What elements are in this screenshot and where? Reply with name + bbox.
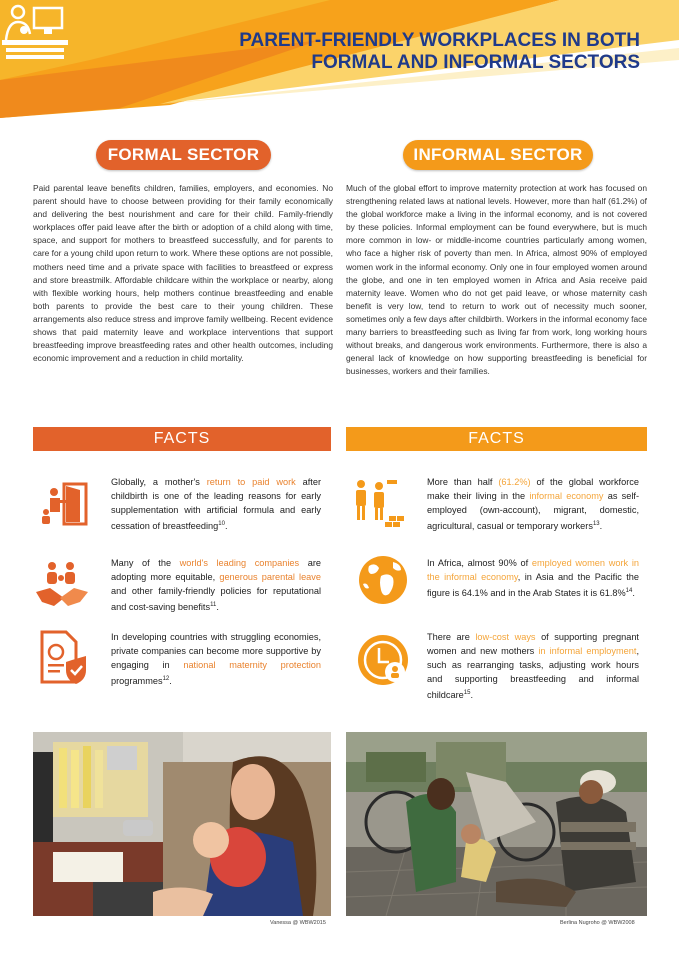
photo-informal-workers-street [346,732,647,916]
informal-sector-text: Much of the global effort to improve maternity protection at work has focused on strengthening related laws at national levels. However, more than half (61.2%) of the global workforce make a living in the informal economy, and is not covered by these policies. Informal employment can be found everywhere, but is much more common in low- or middle-income countries particularly among women, who face a higher risk of poverty than men. In Africa, almost 90% of employed women work in the informal economy. Only one in four employed women around the globe, and one in ten employed women in Africa and Asia receive paid maternity leave. Women who do not get paid leave, or whose maternity cash benefit is very low, tend to return to work out of necessity much sooner, sometimes only a few days after childbirth. Workers in the informal economy face many barriers to breastfeeding such as living far from work, long working hours without breaks, and dangerous work environments. Furthermore, there is also a general lack of knowledge on how supporting breastfeeding is beneficial for businesses, workers and their families. [346,183,647,377]
formal-sector-text: Paid parental leave benefits children, families, employers, and economies. No parent should have to choose between providing for their family economically and delivering the best nourishment and care for their child. Family-friendly workplaces offer paid leave after the birth or adoption of a child along with time, space, and support for mothers to breastfeed successfully, and for parents to care for a young child upon return to work. Where these options are not possible, mothers need time and a private space with facilities to breastfeed or express and store breastmilk. Affordable childcare within the workplace or nearby, along with flexible working hours, help mothers continue breastfeeding and enable both parents to provide the best care to their young children. These arrangements also reduce stress and improve family wellbeing. Recent evidence shows that paid maternity leave and workplace interventions that support breastfeeding improve breastfeeding rates and other health outcomes, including economic improvement and a reduction in child mortality. [33,183,333,364]
header-banner [0,0,679,118]
facts-heading-right: FACTS [346,427,647,451]
title-line-2: FORMAL AND INFORMAL SECTORS [311,52,640,73]
informal-workers-icon [351,476,407,532]
fact-left-3: In developing countries with struggling economies, private companies can become more supportive by engaging in national maternity protection programmes$^{12}$. [111,632,321,687]
photo-credit-left: Vanessa @ WBW2015 [270,920,326,926]
parent-at-desk-icon [0,0,72,62]
formal-sector-heading: FORMAL SECTOR [96,140,271,170]
photo-mother-breastfeeding-at-desk [33,732,331,916]
fact-right-2: In Africa, almost 90% of employed women work in the informal economy, in Asia and the Pacific the figure is 64.1% and in the Arab States it is 61.8%$^{14}$. [427,558,639,599]
fact-left-1: Globally, a mother's return to paid work after childbirth is one of the leading reasons for early supplementation with artificial formula and early cessation of breastfeeding$^{10}$. [111,477,321,532]
title-line-1: PARENT-FRIENDLY WORKPLACES IN BOTH [239,30,640,51]
photo-credit-right: Berlina Nugroho @ WBW2008 [560,920,635,926]
mother-leaving-door-icon [38,478,94,534]
fact-left-2: Many of the world's leading companies are adopting more equitable, generous parental leave and other family-friendly policies for reputational and cost-saving benefits$^{11}$. [111,558,321,613]
informal-sector-heading: INFORMAL SECTOR [403,140,593,170]
fact-right-3: There are low-cost ways of supporting pregnant women and new mothers in informal employment, such as rearranging tasks, adjusting work hours and supporting breastfeeding and informal childcare$^{15}$. [427,632,639,701]
clock-mother-baby-icon [355,632,411,688]
facts-heading-left: FACTS [33,427,331,451]
fact-right-1: More than half (61.2%) of the global workforce make their living in the informal economy as self-employed (own-account), migrant, domestic, agricultural, casual or temporary workers$^{13}$. [427,477,640,532]
family-handshake-icon [34,558,90,614]
maternity-protection-document-icon [36,630,92,686]
globe-icon [355,552,411,608]
page-title [210,30,640,74]
